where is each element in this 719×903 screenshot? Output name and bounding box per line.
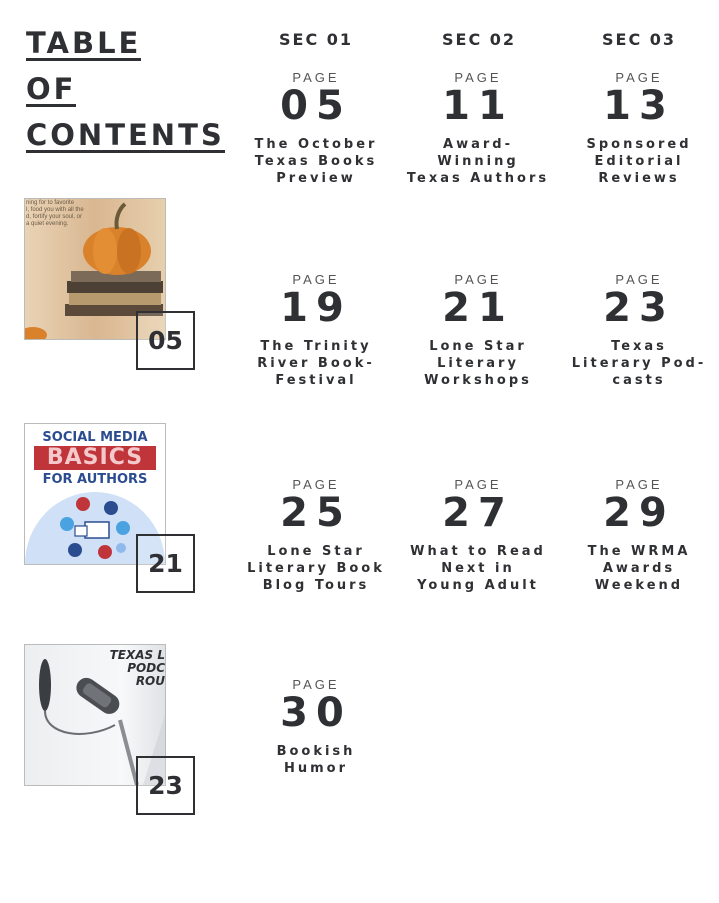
page-number: 21: [442, 285, 514, 331]
entry-title-line: River Book-: [257, 356, 375, 371]
page-number: 11: [442, 83, 514, 129]
entry-title-line: Festival: [275, 373, 357, 388]
entry-title-line: The WRMA: [587, 544, 691, 559]
caption-line: l, food you with all the: [26, 207, 84, 213]
page-label: PAGE: [292, 272, 340, 287]
entry-title-line: Texas Books: [254, 154, 378, 169]
page-label: PAGE: [454, 70, 502, 85]
page-label: PAGE: [615, 477, 663, 492]
toc-entry[interactable]: [236, 677, 396, 777]
entry-title-line: Reviews: [598, 171, 680, 186]
section-header-1: SEC 01: [278, 30, 354, 49]
page-number: 30: [280, 690, 352, 736]
entry-title: [559, 136, 719, 187]
toc-title: [26, 28, 225, 166]
page-number: 13: [603, 83, 675, 129]
toc-entry[interactable]: [398, 477, 558, 594]
caption-line: PODC: [127, 661, 165, 675]
page-label: PAGE: [615, 272, 663, 287]
entry-title-line: Sponsored: [586, 137, 692, 152]
page-number: 27: [442, 490, 514, 536]
entry-title-line: Texas: [611, 339, 667, 354]
entry-title: [398, 338, 558, 389]
caption-line: TEXAS L: [109, 648, 165, 662]
thumbnail-heading-3: FOR AUTHORS: [42, 472, 148, 487]
entry-title-line: Blog Tours: [262, 578, 370, 593]
title-line-3: CONTENTS: [26, 118, 225, 152]
page-badge: 21: [136, 534, 195, 593]
entry-title-line: Winning: [437, 154, 519, 169]
page-label: PAGE: [292, 477, 340, 492]
toc-entry[interactable]: [236, 272, 396, 389]
entry-title-line: Literary Pod-: [571, 356, 707, 371]
entry-title: [236, 338, 396, 389]
page-label: PAGE: [292, 70, 340, 85]
toc-entry[interactable]: [559, 272, 719, 389]
section-header-2: SEC 02: [441, 30, 517, 49]
entry-title: [236, 743, 396, 777]
entry-title: [398, 543, 558, 594]
page-number: 19: [280, 285, 352, 331]
entry-title: [398, 136, 558, 187]
page-label: PAGE: [292, 677, 340, 692]
title-line-1: TABLE: [26, 26, 142, 60]
page-number: 25: [280, 490, 352, 536]
page-label: PAGE: [454, 272, 502, 287]
page-label: PAGE: [615, 70, 663, 85]
page-badge: 05: [136, 311, 195, 370]
title-line-2: OF: [26, 72, 77, 106]
entry-title-line: Lone Star: [267, 544, 365, 559]
page-label: PAGE: [454, 477, 502, 492]
toc-entry[interactable]: [559, 70, 719, 187]
entry-title-line: The Trinity: [260, 339, 372, 354]
page-badge: 23: [136, 756, 195, 815]
entry-title-line: Next in: [441, 561, 515, 576]
page-number: 29: [603, 490, 675, 536]
caption-line: ROU: [135, 674, 165, 688]
entry-title-line: Preview: [276, 171, 356, 186]
entry-title: [559, 543, 719, 594]
entry-title-line: Texas Authors: [406, 171, 550, 186]
section-header-3: SEC 03: [601, 30, 677, 49]
entry-title-line: Bookish: [276, 744, 356, 759]
entry-title-line: Award-: [443, 137, 513, 152]
entry-title-line: Literary: [437, 356, 519, 371]
thumbnail-heading-2: BASICS: [34, 446, 156, 470]
entry-title-line: The October: [254, 137, 378, 152]
page-number: 05: [280, 83, 352, 129]
entry-title-line: Awards: [602, 561, 676, 576]
entry-title-line: Editorial: [594, 154, 684, 169]
toc-entry[interactable]: [398, 272, 558, 389]
entry-title-line: Humor: [283, 761, 349, 776]
entry-title-line: Lone Star: [429, 339, 527, 354]
entry-title: [559, 338, 719, 389]
entry-title: [236, 543, 396, 594]
toc-entry[interactable]: [559, 477, 719, 594]
toc-entry[interactable]: [398, 70, 558, 187]
caption-line: d, fortify your soul, or: [26, 214, 83, 220]
entry-title-line: Young Adult: [417, 578, 539, 593]
toc-entry[interactable]: [236, 477, 396, 594]
entry-title-line: What to Read: [410, 544, 546, 559]
entry-title-line: Weekend: [594, 578, 684, 593]
caption-line: ning for to favorite: [26, 200, 75, 206]
entry-title-line: Workshops: [424, 373, 532, 388]
entry-title: [236, 136, 396, 187]
entry-title-line: casts: [612, 373, 666, 388]
page-number: 23: [603, 285, 675, 331]
entry-title-line: Literary Book: [247, 561, 385, 576]
toc-entry[interactable]: [236, 70, 396, 187]
caption-line: a quiet evening.: [26, 221, 69, 227]
thumbnail-heading-1: SOCIAL MEDIA: [42, 430, 148, 445]
